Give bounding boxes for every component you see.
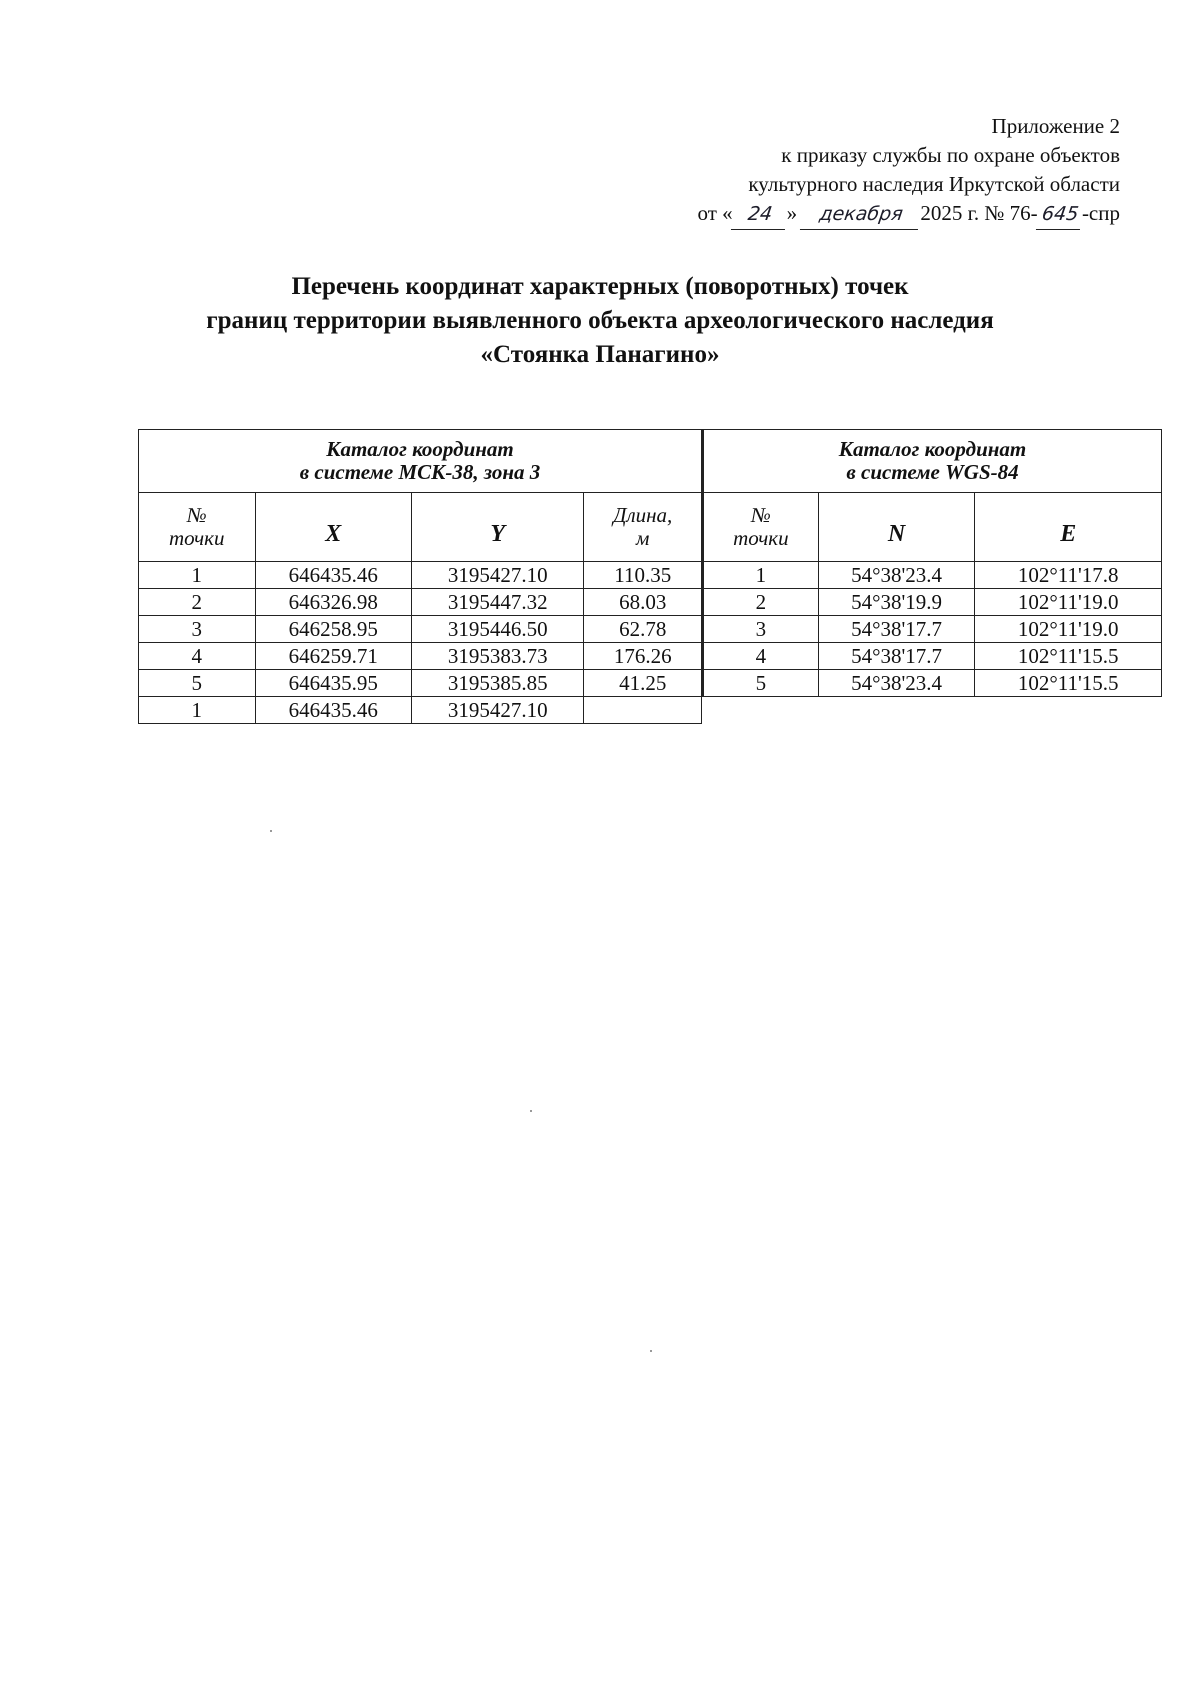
handwritten-order-number: 645 — [1036, 200, 1084, 230]
date-year-text: 2025 г. № 76- — [920, 201, 1038, 225]
order-suffix: -спр — [1081, 201, 1120, 225]
wgs-table-row — [703, 562, 1162, 589]
appendix-number: Приложение 2 — [991, 114, 1120, 138]
wgs-table-body — [703, 562, 1162, 697]
wgs-header-point-number — [703, 493, 818, 562]
msk-cell-len: 41.25 — [584, 670, 702, 697]
wgs-cell-num: 2 — [703, 589, 818, 616]
msk-cell-y: 3195427.10 — [411, 562, 583, 589]
scan-speck — [530, 1110, 532, 1112]
wgs-cell-n: 54°38'23.4 — [818, 670, 975, 697]
msk-header-y: Y — [411, 493, 583, 562]
wgs-cell-e: 102°11'15.5 — [975, 643, 1162, 670]
msk-header-length — [584, 493, 702, 562]
appendix-order-date — [420, 199, 1120, 230]
msk-header-point-number — [139, 493, 256, 562]
appendix-header — [420, 112, 1120, 230]
msk-header-length-word: Длина, — [613, 503, 673, 527]
wgs-header-num-word: точки — [733, 526, 789, 550]
wgs-header-num-symbol: № — [750, 503, 771, 527]
msk-cell-num: 1 — [139, 562, 256, 589]
wgs-table-caption — [703, 430, 1162, 493]
wgs-cell-n: 54°38'19.9 — [818, 589, 975, 616]
msk-cell-len: 110.35 — [584, 562, 702, 589]
msk-cell-y: 3195427.10 — [411, 697, 583, 724]
wgs-cell-e: 102°11'15.5 — [975, 670, 1162, 697]
wgs-cell-num: 3 — [703, 616, 818, 643]
msk-cell-len: 176.26 — [584, 643, 702, 670]
msk-cell-x: 646259.71 — [255, 643, 411, 670]
wgs-cell-e: 102°11'19.0 — [975, 616, 1162, 643]
wgs-cell-n: 54°38'23.4 — [818, 562, 975, 589]
msk-cell-x: 646435.46 — [255, 562, 411, 589]
msk-table-caption — [139, 430, 702, 493]
msk-caption-line-1: Каталог координат — [326, 437, 514, 461]
msk-cell-num: 1 — [139, 697, 256, 724]
wgs-header-e: E — [975, 493, 1162, 562]
scan-speck — [650, 1350, 652, 1352]
msk-table-row — [139, 616, 702, 643]
wgs-cell-n: 54°38'17.7 — [818, 616, 975, 643]
appendix-order-ref: к приказу службы по охране объектов — [781, 143, 1120, 167]
msk-table-row — [139, 670, 702, 697]
msk-header-length-unit: м — [636, 526, 650, 550]
wgs-header-n: N — [818, 493, 975, 562]
msk-table-row — [139, 643, 702, 670]
msk-cell-y: 3195385.85 — [411, 670, 583, 697]
wgs-cell-num: 5 — [703, 670, 818, 697]
msk-header-num-word: точки — [169, 526, 225, 550]
msk-header-num-symbol: № — [186, 503, 207, 527]
msk-cell-num: 3 — [139, 616, 256, 643]
msk-header-x: X — [255, 493, 411, 562]
wgs-cell-num: 4 — [703, 643, 818, 670]
msk-table-row — [139, 697, 702, 724]
document-title — [0, 270, 1200, 372]
date-quote-close: » — [786, 201, 798, 225]
msk-table-row — [139, 562, 702, 589]
msk-cell-x: 646435.95 — [255, 670, 411, 697]
msk-cell-x: 646435.46 — [255, 697, 411, 724]
msk-cell-num: 5 — [139, 670, 256, 697]
msk-cell-len — [584, 697, 702, 724]
title-line-2: границ территории выявленного объекта археологического наследия — [206, 307, 994, 334]
msk-cell-y: 3195447.32 — [411, 589, 583, 616]
msk-cell-y: 3195383.73 — [411, 643, 583, 670]
handwritten-day: 24 — [731, 200, 789, 230]
msk-cell-len: 62.78 — [584, 616, 702, 643]
wgs-cell-n: 54°38'17.7 — [818, 643, 975, 670]
msk-cell-x: 646326.98 — [255, 589, 411, 616]
title-line-1: Перечень координат характерных (поворотных) точек — [291, 273, 909, 300]
msk-cell-x: 646258.95 — [255, 616, 411, 643]
msk-table-body — [139, 562, 702, 724]
title-line-3: «Стоянка Панагино» — [480, 341, 720, 368]
wgs-cell-e: 102°11'19.0 — [975, 589, 1162, 616]
msk-cell-len: 68.03 — [584, 589, 702, 616]
wgs-caption-line-2: в системе WGS-84 — [846, 460, 1019, 484]
appendix-authority: культурного наследия Иркутской области — [748, 172, 1120, 196]
wgs-table-row — [703, 616, 1162, 643]
msk-table-row — [139, 589, 702, 616]
wgs-table-row — [703, 670, 1162, 697]
wgs-coordinates-table — [702, 429, 1162, 697]
wgs-caption-line-1: Каталог координат — [838, 437, 1027, 461]
msk-cell-num: 4 — [139, 643, 256, 670]
scan-speck — [270, 830, 272, 832]
msk-cell-num: 2 — [139, 589, 256, 616]
handwritten-month: декабря — [800, 200, 922, 230]
wgs-cell-num: 1 — [703, 562, 818, 589]
msk-caption-line-2: в системе МСК-38, зона 3 — [299, 460, 541, 484]
msk-cell-y: 3195446.50 — [411, 616, 583, 643]
wgs-table-row — [703, 589, 1162, 616]
wgs-cell-e: 102°11'17.8 — [975, 562, 1162, 589]
wgs-table-row — [703, 643, 1162, 670]
msk-coordinates-table — [138, 429, 702, 724]
date-prefix: от « — [697, 201, 733, 225]
